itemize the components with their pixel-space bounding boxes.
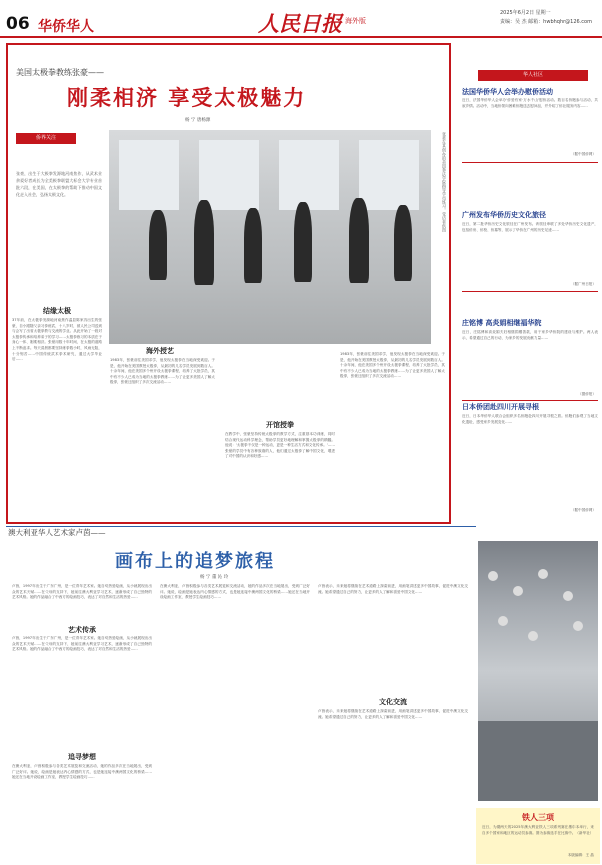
page-number: 06	[6, 14, 30, 34]
person	[149, 210, 167, 280]
heading-right: 开馆授拳	[266, 421, 294, 429]
bottom-byline: 杨 宁 董 沁 玲	[200, 575, 229, 580]
news-title-3: 庄铭博 高炎娟相继福华院	[462, 319, 542, 327]
news-text-1: 近日，法国华侨华人会举办'侨爱有家·万水千山'慰侨活动。数百名侨胞参与活动，共叙乡情。活动中，当地侨领向困难侨胞送去慰问品，并介绍了侨社服务内容……	[462, 98, 598, 108]
news-source-2: （据广州日报）	[570, 282, 596, 286]
tai-chi-photo	[109, 130, 431, 344]
bottom-heading-3: 文化交流	[379, 698, 407, 706]
swimmer	[528, 631, 538, 641]
bottom-col3b: 卢茵表示，未来她将继续在艺术道路上探索前进，用画笔讲述更多中国故事，促进中澳文化交流。她希望通过自己的努力，让更多的人了解和喜爱中国文化……	[318, 709, 468, 719]
news-source-4: （据中国侨网）	[570, 508, 596, 512]
bottom-col2: 在澳大利亚，卢茵积极参与各类艺术展览和交流活动，她的作品多次在当地展出，受到广泛好评。她说，绘画是她表达内心情感的方式，也是她连接中澳两国文化的桥梁……她还在当地开设绘画工作室，教授学生绘画技巧……	[160, 584, 310, 600]
newspaper-logo: 人民日报	[258, 11, 342, 36]
feature-col3: 在教学中，张豪坚持传统太极拳的教学方式，注重基本功训练，同时结合现代运动科学理念，帮助学员更好地理解和掌握太极拳的精髓。他说：'太极拳不仅是一种运动，更是一种生活方式和文化传承。'……张豪的学员中有各种族裔的人，他们通过太极拳了解中国文化，增进了对中国的认识和好感……	[225, 432, 335, 459]
photo-desc: 近日，为期两天的2025年澳大利亚铁人三项系列赛在墨尔本举行，来自多个国家和地区的运动员参赛。图为参赛选手在比赛中。（新华社）	[482, 825, 594, 835]
news-text-3: 近日，庄铭博和高炎娟夫妇相继捐赠善款，用于家乡华侨院的建设与维护。两人表示，希望通过自己的行动，为家乡的发展贡献力量……	[462, 330, 598, 340]
caption-box	[476, 808, 600, 864]
divider	[462, 291, 598, 292]
person	[294, 202, 312, 282]
editor-line: 责编：吴 杰 邮箱：hwbhqhr@126.com	[500, 19, 592, 25]
divider	[462, 400, 598, 401]
window	[199, 140, 259, 210]
swimmer	[513, 586, 523, 596]
feature-tag: 侨界关注	[16, 133, 76, 144]
bottom-col1: 卢茵，1997年出生于广东广州，是一位青年艺术家。她自幼热爱绘画，从小就展现出出众的艺术天赋……在父母的支持下，她前往澳大利亚学习艺术，逐渐形成了自己独特的艺术风格。她的作品融合了中西方的绘画技巧，表达了对自然和生活的热爱……	[12, 636, 152, 652]
news-text-4: 近日，日本华侨华人联合会组织多名侨胞赴四川开展寻根之旅。侨胞们参观了当地文化遗址，感受家乡发展变化……	[462, 414, 598, 424]
photo-caption: 张豪在其创办的美国拳法学院指导学员练习。受访者供图	[442, 132, 447, 232]
divider	[462, 162, 598, 163]
feature-lede: 张豪，出生于大极拳发源地河南焦作，从武术业余爱好者成长为全美极拳联盟大标会大学专业首批六段，在美国，在太极拳的帮助下推动中国文化走入社会，弘扬太极文化。	[16, 171, 102, 197]
swimmer	[563, 591, 573, 601]
bottom-intro: 卢茵，1997年出生于广东广州，是一位青年艺术家。她自幼热爱绘画，从小就展现出出众的艺术天赋……在父母的支持下，她前往澳大利亚学习艺术，逐渐形成了自己独特的艺术风格。她的作品融合了中西方的绘画技巧，表达了对自然和生活的热爱……	[12, 584, 152, 600]
cyclists-area	[478, 721, 598, 801]
person	[194, 200, 214, 285]
photo-title: 铁人三项	[522, 813, 554, 822]
logo-edition: 海外版	[345, 17, 366, 25]
window	[359, 140, 419, 210]
bottom-heading-2: 追寻梦想	[68, 753, 96, 761]
swimmer	[573, 621, 583, 631]
news-source-1: （据中国侨网）	[570, 152, 596, 156]
triathlon-photo	[478, 541, 598, 801]
feature-col2: 1983年，张豪前往美国求学，他发现太极拳在当地深受欢迎。于是，他开始在美国教授太极拳，从最初的几名学员发展到数百人。十余年间，他在美国多个州开设太极拳课程，培养了大批学员，其中有不少人已成为当地的太极拳教练……为了让更多美国人了解太极拳，张豪还组织了多次交流活动……	[110, 358, 215, 385]
window	[119, 140, 179, 210]
news-title-2: 广州发布华侨历史文化旅径	[462, 211, 546, 219]
swimmer	[498, 616, 508, 626]
bottom-col1b: 在澳大利亚，卢茵积极参与各类艺术展览和交流活动，她的作品多次在当地展出，受到广泛好评。她说，绘画是她表达内心情感的方式，也是她连接中澳两国文化的桥梁……她还在当地开设绘画工作室，教授学生绘画技巧……	[12, 764, 152, 780]
feature-col1: 37年前，在太极拳发源地河南焦作温县陈家沟出生的张豪，自小跟随父亲习拳练武，十八岁时，被人民公司送到与会写了出省太极拳教与交流的学业。从此开始了一段对太极拳传承和培养弟子的学习……太极拳练习的本质在于身心一体、刚柔相济。张豪用数十年时间，在太极的道路上不断追求。每天清晨都要坚持练拳数小时，风雨无阻，十分刻苦……中国传统武术拳术研究，通过大学毕业后……	[12, 318, 102, 362]
person	[394, 205, 412, 281]
bottom-heading-1: 艺术传承	[68, 626, 96, 634]
bottom-title: 画布上的追梦旅程	[115, 551, 275, 572]
section-name: 华侨华人	[38, 19, 94, 35]
feature-byline: 杨 宁 唐杨源	[185, 118, 211, 123]
news-source-3: （据侨报）	[578, 392, 596, 396]
feature-series: 美国太极拳教练张豪——	[16, 68, 104, 77]
person	[244, 208, 262, 283]
community-banner: 华人社区	[478, 70, 588, 81]
heading-intro: 结缘太极	[43, 307, 71, 315]
issue-date	[500, 9, 592, 25]
news-text-2: 近日，第二批华侨历史文化旅径在广州发布。该旅径串联了多处华侨历史文化遗产，包括侨房、侨校、侨墓等，展示了华侨在广州的历史足迹……	[462, 222, 598, 232]
bottom-series: 澳大利亚华人艺术家卢茵——	[8, 528, 106, 537]
news-title-4: 日本侨团赴四川开展寻根	[462, 403, 539, 411]
swimmer	[488, 571, 498, 581]
feature-title: 刚柔相济 享受太极魅力	[67, 85, 307, 110]
date-line: 2025年6月2日 星期一	[500, 10, 551, 16]
heading-mid: 海外授艺	[146, 347, 174, 355]
masthead	[0, 0, 602, 40]
window	[279, 140, 339, 210]
feature-col4: 1983年，张豪前往美国求学，他发现太极拳在当地深受欢迎。于是，他开始在美国教授太极拳，从最初的几名学员发展到数百人。十余年间，他在美国多个州开设太极拳课程，培养了大批学员，其中有不少人已成为当地的太极拳教练……为了让更多美国人了解太极拳，张豪还组织了多次交流活动……	[340, 352, 445, 379]
masthead-rule	[0, 36, 602, 38]
editor-credit: 本版编辑：王 晶	[567, 853, 594, 857]
swimmer	[538, 569, 548, 579]
person	[349, 198, 369, 283]
bottom-col3a: 卢茵表示，未来她将继续在艺术道路上探索前进，用画笔讲述更多中国故事，促进中澳文化交流。她希望通过自己的努力，让更多的人了解和喜爱中国文化……	[318, 584, 468, 594]
news-title-1: 法国华侨华人会举办慰侨活动	[462, 88, 553, 96]
